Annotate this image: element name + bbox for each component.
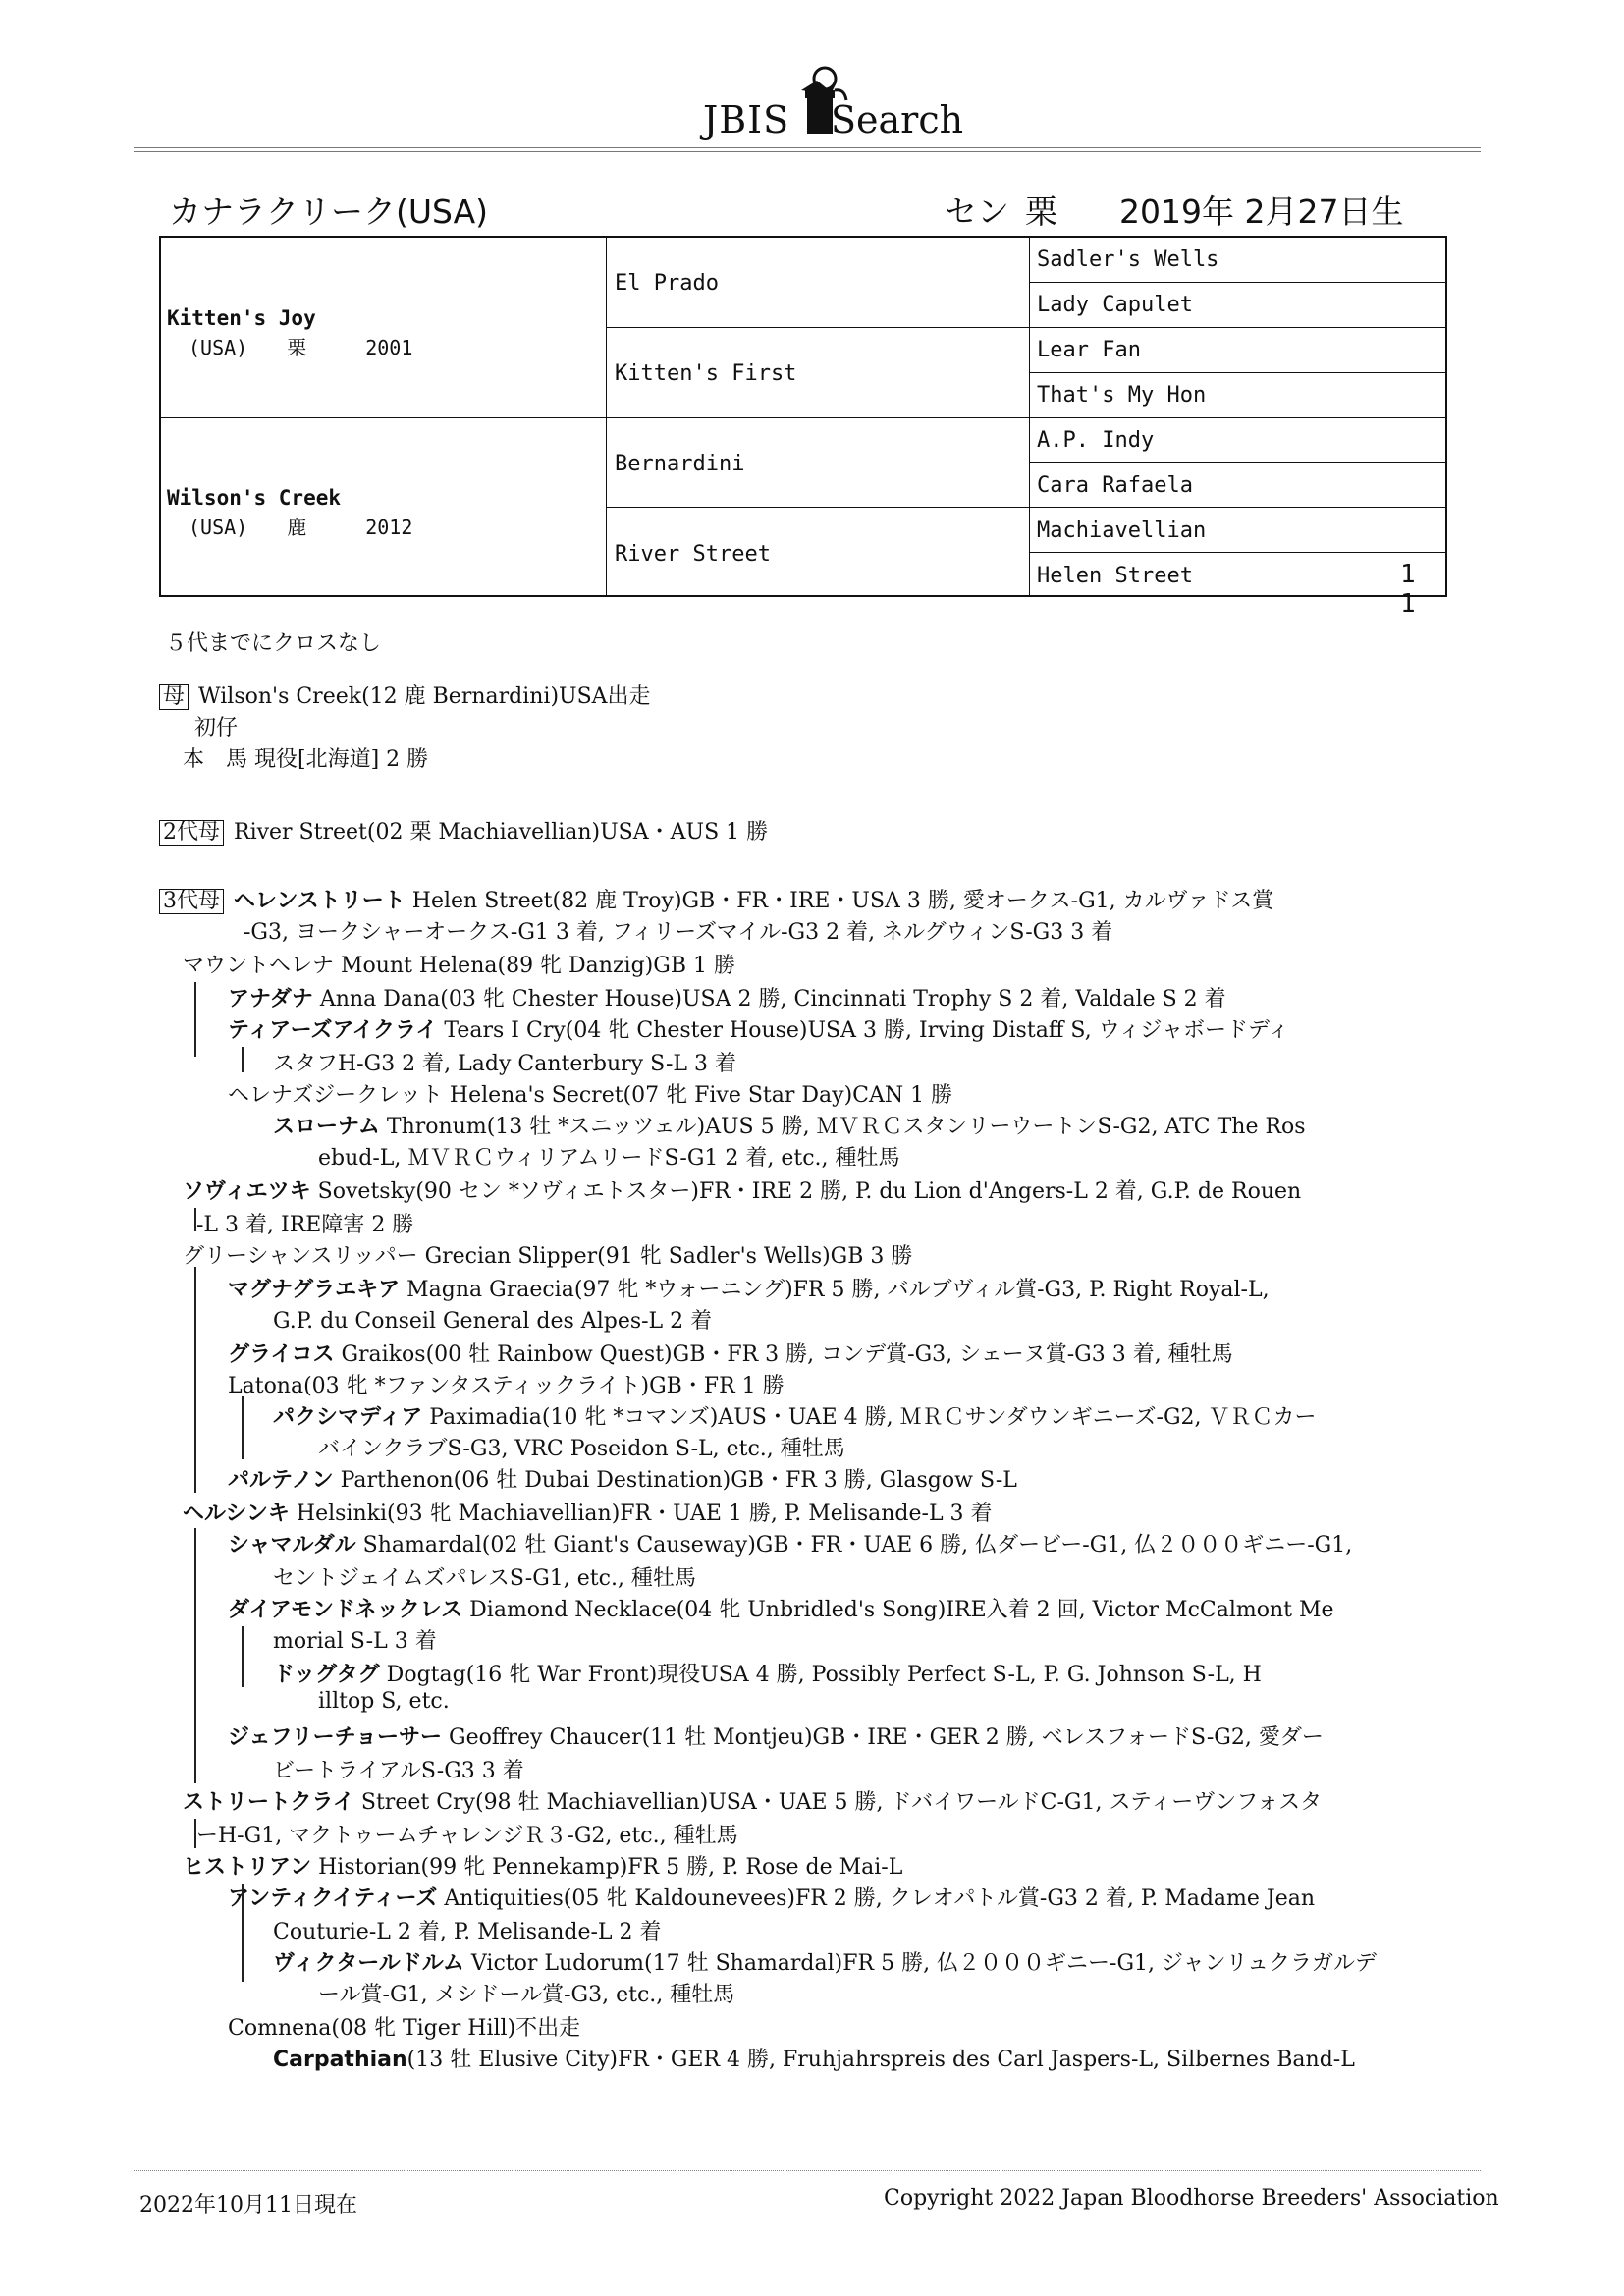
second-dam-label-box: 2代母: [159, 820, 224, 846]
tree-bar: [194, 1528, 196, 1783]
family-line-27: ビートライアルS-G3 3 着: [273, 1759, 524, 1783]
horse-name: カナラクリーク(USA): [169, 192, 489, 231]
pedigree-row-divider: [1029, 372, 1447, 373]
family-line-18: パルテノン Parthenon(06 牡 Dubai Destination)GB・FR 3 勝, Glasgow S-L: [228, 1468, 1017, 1493]
family-line-36: Carpathian(13 牡 Elusive City)FR・GER 4 勝, Fruhjahrspreis des Carl Jaspers-L, Silbernes Band-L: [273, 2048, 1355, 2072]
family-line-22: ダイアモンドネックレス Diamond Necklace(04 牝 Unbridled's Song)IRE入着 2 回, Victor McCalmont Me: [228, 1598, 1334, 1622]
pedigree-row-divider: [1029, 282, 1447, 283]
family-line-19: ヘルシンキ Helsinki(93 牝 Machiavellian)FR・UAE 1 勝, P. Melisande-L 3 着: [183, 1502, 993, 1526]
gen2-dam-sire: Bernardini: [615, 452, 745, 476]
gen3-ancestor: Helen Street: [1037, 564, 1193, 588]
family-line-5: スタフH-G3 2 着, Lady Canterbury S-L 3 着: [273, 1052, 736, 1076]
tree-bar: [242, 1884, 244, 1982]
gen2-sire-dam: Kitten's First: [615, 361, 797, 386]
third-dam-line: [159, 884, 1273, 914]
horse-sex: セン: [945, 192, 1009, 231]
gen2-dam-dam: River Street: [615, 542, 771, 567]
tree-bar: [194, 1267, 196, 1493]
logo-text-search: Search: [831, 98, 964, 141]
second-dam-line: [159, 815, 768, 846]
dam-info: (USA) 鹿 2012: [189, 516, 413, 539]
dam-line2: 初仔: [194, 716, 239, 740]
family-line-25: illtop S, etc.: [318, 1689, 450, 1714]
sire-info: (USA) 栗 2001: [189, 336, 413, 359]
family-line-6: ヘレナズジークレット Helena's Secret(07 牝 Five Star Day)CAN 1 勝: [228, 1083, 953, 1108]
family-line-29: ーH-G1, マクトゥームチャレンジＲ３-G2, etc., 種牡馬: [196, 1824, 738, 1848]
tree-bar: [242, 1626, 244, 1687]
family-line-4: ティアーズアイクライ Tears I Cry(04 牝 Chester House)USA 3 勝, Irving Distaff S, ウィジャボードディ: [228, 1018, 1290, 1043]
header-rule-top: [134, 147, 1481, 148]
family-line-8: ebud-L, ＭＶＲＣウィリアムリードS-G1 2 着, etc., 種牡馬: [318, 1146, 900, 1171]
family-line-13: G.P. du Conseil General des Alpes-L 2 着: [273, 1309, 713, 1334]
header-rule-bottom: [134, 151, 1481, 152]
dam-label-box: 母: [159, 684, 189, 710]
family-line-9: ソヴィエツキ Sovetsky(90 セン *ソヴィエトスター)FR・IRE 2 勝, P. du Lion d'Angers-L 2 着, G.P. de Rouen: [183, 1179, 1302, 1204]
family-line-24: ドッグタグ Dogtag(16 牝 War Front)現役USA 4 勝, Possibly Perfect S-L, P. G. Johnson S-L, H: [273, 1663, 1262, 1687]
footer-date: 2022年10月11日現在: [139, 2193, 357, 2217]
corner-number: 1 1: [1400, 560, 1416, 619]
footer-copyright: Copyright 2022 Japan Bloodhorse Breeders' Association: [884, 2186, 1499, 2211]
tree-bar: [242, 1396, 244, 1459]
dam-line1: Wilson's Creek(12 鹿 Bernardini)USA出走: [198, 684, 651, 709]
family-line-28: ストリートクライ Street Cry(98 牡 Machiavellian)USA・UAE 5 勝, ドバイワールドC-G1, スティーヴンフォスタ: [183, 1790, 1323, 1815]
pedigree-row-divider: [1029, 552, 1447, 553]
dam-line3: 本 馬 現役[北海道] 2 勝: [183, 747, 429, 772]
horse-color: 栗: [1025, 192, 1057, 231]
family-line-14: グライコス Graikos(00 牡 Rainbow Quest)GB・FR 3 勝, コンデ賞-G3, シェーヌ賞-G3 3 着, 種牡馬: [228, 1342, 1233, 1367]
family-line-7: スローナム Thronum(13 牡 *スニッツェル)AUS 5 勝, ＭＶＲＣスタンリーウートンS-G2, ATC The Ros: [273, 1115, 1306, 1139]
family-line-10: -L 3 着, IRE障害 2 勝: [196, 1213, 414, 1237]
third-dam-line-0: ヘレンストリート Helen Street(82 鹿 Troy)GB・FR・IRE・USA 3 勝, 愛オークス-G1, カルヴァドス賞: [234, 889, 1274, 913]
gen3-ancestor: Lear Fan: [1037, 338, 1141, 362]
sire-name: Kitten's Joy: [167, 306, 316, 330]
cross-note: ５代までにクロスなし: [165, 631, 382, 656]
family-line-26: ジェフリーチョーサー Geoffrey Chaucer(11 牡 Montjeu)GB・IRE・GER 2 勝, ベレスフォードS-G2, 愛ダー: [228, 1725, 1324, 1750]
second-dam-line1: River Street(02 栗 Machiavellian)USA・AUS 1 勝: [234, 820, 769, 845]
family-line-32: Couturie-L 2 着, P. Melisande-L 2 着: [273, 1920, 662, 1944]
gen3-ancestor: That's My Hon: [1037, 383, 1207, 408]
dam-name: Wilson's Creek: [167, 486, 342, 510]
family-line-2: マウントヘレナ Mount Helena(89 牝 Danzig)GB 1 勝: [183, 954, 735, 978]
family-line-20: シャマルダル Shamardal(02 牡 Giant's Causeway)GB・FR・UAE 6 勝, 仏ダービー-G1, 仏２０００ギニー-G1,: [228, 1533, 1353, 1558]
family-line-17: バインクラブS-G3, VRC Poseidon S-L, etc., 種牡馬: [318, 1437, 845, 1461]
dam-line: [159, 680, 651, 710]
pedigree-table: [159, 236, 1447, 619]
tree-bar: [242, 1047, 244, 1072]
gen3-ancestor: Machiavellian: [1037, 519, 1207, 543]
horse-birth-date: 2019年 2月27日生: [1119, 192, 1404, 231]
pedigree-row-divider: [606, 507, 1447, 508]
family-line-23: morial S-L 3 着: [273, 1629, 437, 1654]
family-line-31: アンティクイティーズ Antiquities(05 牝 Kaldounevees)FR 2 勝, クレオパトル賞-G3 2 着, P. Madame Jean: [228, 1886, 1316, 1911]
pedigree-row-divider: [606, 327, 1447, 328]
family-line-30: ヒストリアン Historian(99 牝 Pennekamp)FR 5 勝, P. Rose de Mai-L: [183, 1855, 903, 1880]
pedigree-row-divider: [1029, 462, 1447, 463]
tree-bar: [194, 1819, 196, 1848]
family-line-11: グリーシャンスリッパー Grecian Slipper(91 牝 Sadler's Wells)GB 3 勝: [183, 1244, 913, 1269]
footer-rule: [134, 2170, 1481, 2171]
gen3-ancestor: Lady Capulet: [1037, 293, 1193, 317]
family-line-12: マグナグラエキア Magna Graecia(97 牝 *ウォーニング)FR 5 勝, バルブヴィル賞-G3, P. Right Royal-L,: [228, 1278, 1270, 1302]
family-line-16: パクシマディア Paximadia(10 牝 *コマンズ)AUS・UAE 4 勝, ＭＲＣサンダウンギニーズ-G2, ＶＲＣカー: [273, 1405, 1317, 1430]
logo-text-jbis: JBIS: [703, 98, 790, 141]
gen3-ancestor: A.P. Indy: [1037, 428, 1155, 453]
tree-bar: [194, 982, 196, 1057]
tree-bar: [194, 1208, 196, 1231]
gen2-sire-sire: El Prado: [615, 271, 719, 296]
family-line-34: ール賞-G1, メシドール賞-G3, etc., 種牡馬: [318, 1983, 735, 2007]
gen3-ancestor: Cara Rafaela: [1037, 473, 1193, 498]
pedigree-row-divider: [161, 417, 1447, 418]
gen3-ancestor: Sadler's Wells: [1037, 247, 1219, 272]
family-line-3: アナダナ Anna Dana(03 牝 Chester House)USA 2 勝, Cincinnati Trophy S 2 着, Valdale S 2 着: [228, 987, 1226, 1011]
family-line-33: ヴィクタールドルム Victor Ludorum(17 牡 Shamardal)FR 5 勝, 仏２０００ギニー-G1, ジャンリュクラガルデ: [273, 1951, 1377, 1976]
family-line-15: Latona(03 牝 *ファンタスティックライト)GB・FR 1 勝: [228, 1374, 785, 1398]
family-line-35: Comnena(08 牝 Tiger Hill)不出走: [228, 2016, 581, 2041]
third-dam-label-box: 3代母: [159, 889, 224, 914]
family-line-1: -G3, ヨークシャーオークス-G1 3 着, フィリーズマイル-G3 2 着, ネルグウィンS-G3 3 着: [244, 920, 1113, 945]
family-line-21: セントジェイムズパレスS-G1, etc., 種牡馬: [273, 1566, 696, 1591]
